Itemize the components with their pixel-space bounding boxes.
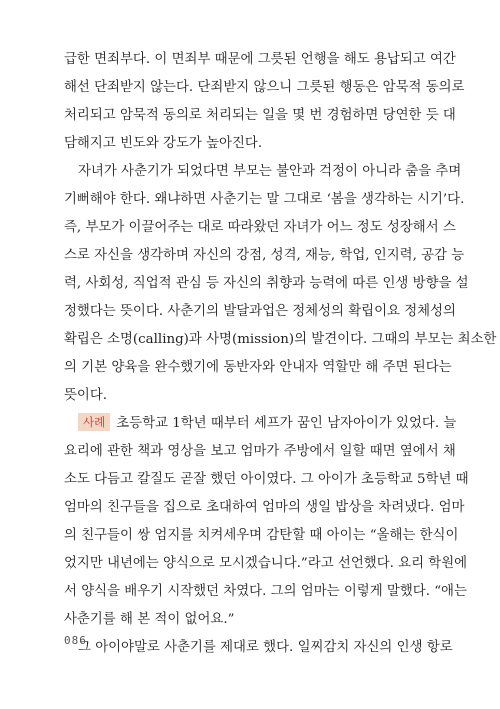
- body-text: [64, 46, 497, 662]
- text-line: [64, 410, 457, 438]
- text-line: 정했다는 뜻이다. 사춘기의 발달과업은 정체성의 확립이요 정체성의: [64, 304, 456, 319]
- text-line-content: 초등학교 1학년 때부터 셰프가 꿈인 남자아이가 있었다. 늘: [116, 416, 457, 431]
- page-number: 086: [64, 634, 87, 647]
- text-line: 기뻐해야 한다. 왜냐하면 사춘기는 말 그대로 ‘봄을 생각하는 시기’다.: [64, 192, 465, 207]
- text-line: 사춘기를 해 본 적이 없어요.”: [64, 612, 235, 627]
- text-line: 급한 면죄부다. 이 면죄부 때문에 그릇된 언행을 해도 용납되고 여간: [64, 52, 456, 67]
- text-line: 엄마의 친구들을 집으로 초대하여 엄마의 생일 밥상을 차려냈다. 엄마: [64, 500, 465, 515]
- text-line: 자녀가 사춘기가 되었다면 부모는 불안과 걱정이 아니라 춤을 추며: [78, 164, 462, 179]
- text-line: 즉, 부모가 이끌어주는 대로 따라왔던 자녀가 어느 정도 성장해서 스: [64, 220, 456, 235]
- text-line: 서 양식을 배우기 시작했던 차였다. 그의 엄마는 이렇게 말했다. “애는: [64, 584, 467, 599]
- text-line: 었지만 내년에는 양식으로 모시겠습니다.”라고 선언했다. 요리 학원에: [64, 556, 468, 571]
- text-line: 력, 사회성, 직업적 관심 등 자신의 취향과 능력에 따른 인생 방향을 설: [64, 276, 469, 291]
- text-line: 스로 자신을 생각하며 자신의 강점, 성격, 재능, 학업, 인지력, 공감 능: [64, 248, 465, 263]
- text-line: 소도 다듬고 칼질도 곧잘 했던 아이였다. 그 아이가 초등학교 5학년 때: [64, 472, 469, 487]
- text-line: 해선 단죄받지 않는다. 단죄받지 않으니 그릇된 행동은 암묵적 동의로: [64, 80, 465, 95]
- text-line: 확립은 소명(calling)과 사명(mission)의 발견이다. 그때의 부모는 최소한: [64, 332, 497, 347]
- text-line: 의 친구들이 쌍 엄지를 치켜세우며 감탄할 때 아이는 “올해는 한식이: [64, 528, 459, 543]
- text-line: 요리에 관한 책과 영상을 보고 엄마가 주방에서 일할 때면 옆에서 채: [64, 444, 456, 459]
- text-line: 뜻이다.: [64, 388, 108, 403]
- text-line: 처리되고 암묵적 동의로 처리되는 일을 몇 번 경험하면 당연한 듯 대: [64, 108, 456, 123]
- text-line: 의 기본 양육을 완수했기에 동반자와 안내자 역할만 해 주면 된다는: [64, 360, 452, 375]
- text-line: 그 아이야말로 사춘기를 제대로 했다. 일찌감치 자신의 인생 항로: [78, 640, 453, 655]
- case-badge: 사례: [78, 413, 110, 431]
- text-line: 담해지고 빈도와 강도가 높아진다.: [64, 136, 263, 151]
